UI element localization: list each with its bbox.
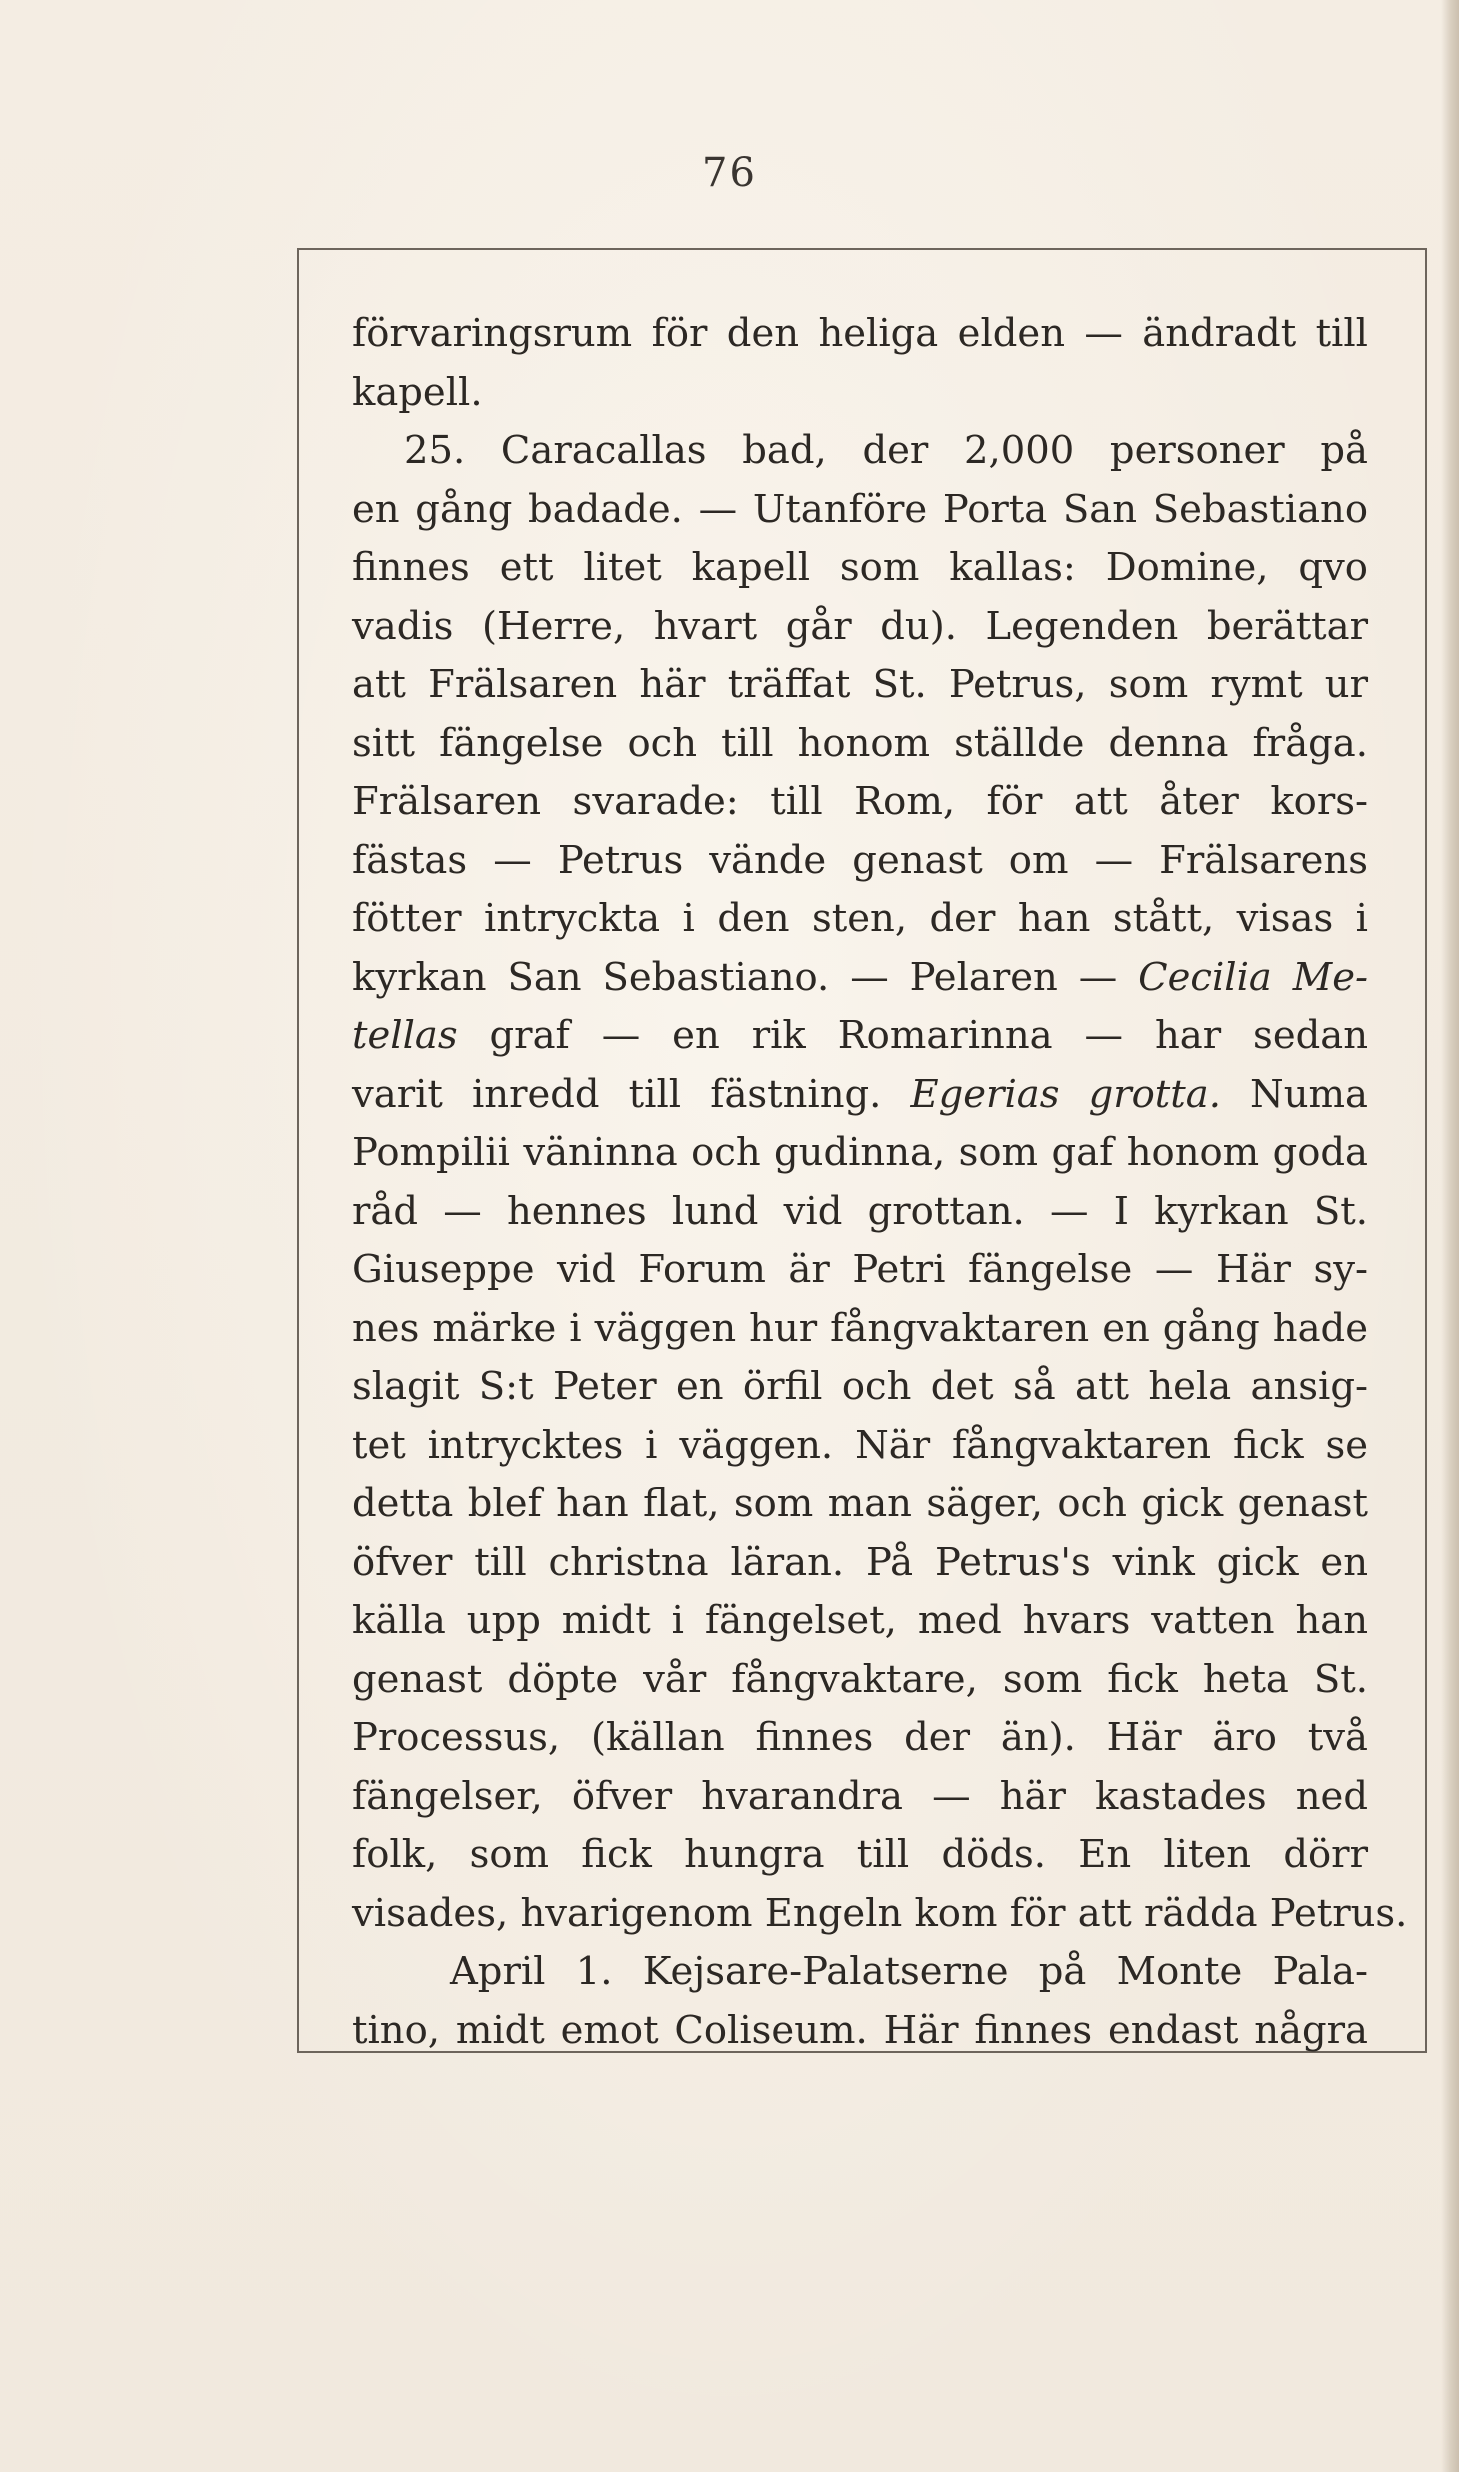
text-line: vadis (Herre, hvart går du). Legenden berättar: [352, 603, 1368, 649]
text-line: fötter intryckta i den sten, der han stått, visas i: [352, 896, 1368, 941]
text-line: April 1. Kejsare-Palatserne på Monte Pala-: [450, 1949, 1368, 1994]
text-line: källa upp midt i fängelset, med hvars vatten han: [352, 1598, 1368, 1643]
text-line: Pompilii väninna och gudinna, som gaf honom goda: [352, 1130, 1368, 1175]
page-edge: [1441, 0, 1459, 2472]
frame-rule-top: [297, 248, 1427, 250]
text-line: tet intrycktes i väggen. När fångvaktaren fick se: [352, 1422, 1368, 1468]
text-line: fängelser, öfver hvarandra — här kastades ned: [352, 1773, 1368, 1819]
text-line: förvaringsrum för den heliga elden — ändradt till: [352, 311, 1368, 356]
text-segment: Numa: [1220, 1071, 1368, 1117]
text-line: sitt fängelse och till honom ställde denna fråga.: [352, 720, 1368, 766]
text-segment: kyrkan San Sebastiano. — Pelaren —: [352, 954, 1139, 1000]
text-line: råd — hennes lund vid grottan. — I kyrkan St.: [352, 1188, 1368, 1234]
text-line: [352, 1066, 1368, 1125]
text-line: fästas — Petrus vände genast om — Frälsarens: [352, 837, 1368, 883]
body-text: [352, 305, 1408, 2060]
italic-name: tellas: [352, 1013, 458, 1058]
text-line: [352, 1007, 1368, 1066]
frame-rule-left: [297, 248, 299, 2053]
text-line: 25. Caracallas bad, der 2,000 personer på: [404, 428, 1368, 473]
text-line: [352, 949, 1368, 1008]
text-line: visades, hvarigenom Engeln kom för att rädda Petrus.: [352, 1890, 1408, 1936]
text-line: detta blef han flat, som man säger, och gick genast: [352, 1481, 1368, 1526]
text-line: tino, midt emot Coliseum. Här finnes endast några: [352, 2007, 1368, 2053]
italic-place: Egerias grotta.: [910, 1071, 1221, 1117]
text-segment: varit inredd till fästning.: [352, 1071, 911, 1117]
text-line: Giuseppe vid Forum är Petri fängelse — Här sy-: [352, 1247, 1368, 1292]
frame-rule-right: [1425, 248, 1427, 2053]
text-line: genast döpte vår fångvaktare, som fick heta St.: [352, 1656, 1368, 1702]
text-line: Frälsaren svarade: till Rom, för att åter kors-: [352, 779, 1368, 824]
text-line: slagit S:t Peter en örfil och det så att hela ansig-: [352, 1364, 1368, 1409]
text-line: finnes ett litet kapell som kallas: Domine, qvo: [352, 545, 1368, 590]
text-line: folk, som fick hungra till döds. En liten dörr: [352, 1832, 1368, 1877]
page-number: 76: [702, 150, 757, 196]
italic-name: Cecilia Me-: [1138, 954, 1368, 1000]
text-line: Processus, (källan finnes der än). Här äro två: [352, 1715, 1368, 1760]
text-line: kapell.: [352, 369, 483, 415]
text-line: en gång badade. — Utanföre Porta San Sebastiano: [352, 486, 1368, 532]
text-segment: graf — en rik Romarinna — har sedan: [457, 1013, 1368, 1058]
text-line: nes märke i väggen hur fångvaktaren en gång hade: [352, 1305, 1368, 1351]
text-line: öfver till christna läran. På Petrus's vink gick en: [352, 1539, 1368, 1585]
text-line: att Frälsaren här träffat St. Petrus, som rymt ur: [352, 662, 1368, 707]
